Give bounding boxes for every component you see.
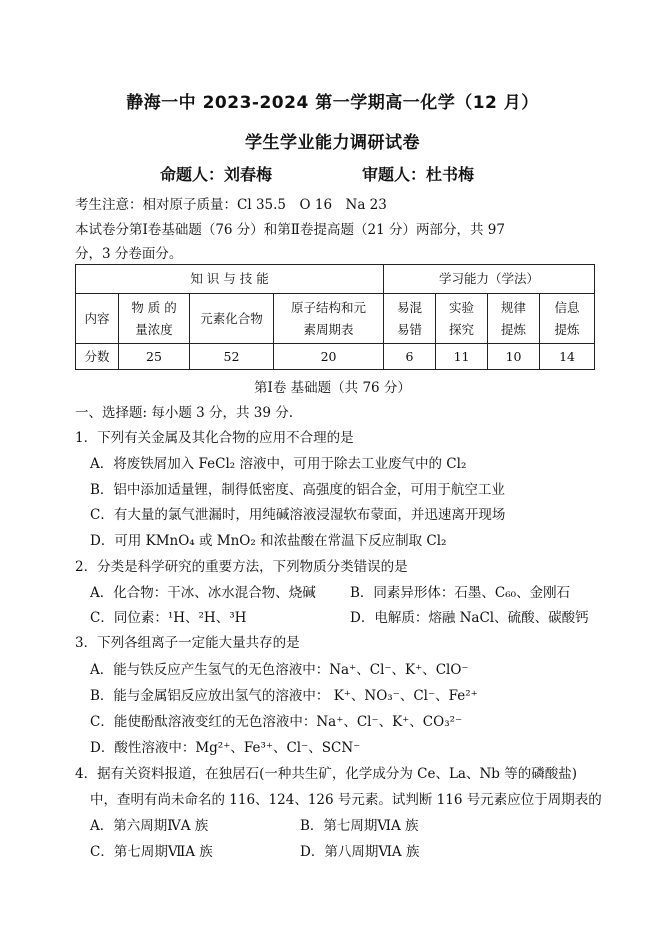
q1-stem: 1．下列有关金属及其化合物的应用不合理的是 — [75, 430, 354, 446]
score-distribution-table — [75, 264, 595, 370]
group-ability: 学习能力（学法） — [384, 265, 595, 294]
structure-note-line1: 本试卷分第Ⅰ卷基础题（76 分）和第Ⅱ卷提高题（21 分）两部分，共 97 — [75, 222, 505, 238]
reviewer-label: 审题人：杜书梅 — [362, 165, 475, 184]
col-cell: 易混 易错 — [384, 294, 436, 344]
q4-option-b: B．第七周期ⅥA 族 — [300, 818, 419, 834]
atomic-mass-note: 考生注意：相对原子质量：Cl 35.5 O 16 Na 23 — [75, 197, 387, 213]
table-score-row — [76, 344, 595, 370]
author-label: 命题人：刘春梅 — [160, 165, 273, 184]
q4-stem-line2: 中，查明有尚未命名的 116、124、126 号元素。试判断 116 号元素应位于周期表的 — [90, 792, 602, 808]
exam-title: 静海一中 2023-2024 第一学期高一化学（12 月） — [126, 93, 539, 113]
col-cell: 规律 提炼 — [488, 294, 540, 344]
score-cell: 52 — [190, 344, 274, 370]
q1-option-c: C．有大量的氯气泄漏时，用纯碱溶液浸湿软布蒙面，并迅速离开现场 — [90, 507, 506, 523]
group-knowledge: 知 识 与 技 能 — [76, 265, 384, 294]
q4-option-a: A．第六周期ⅣA 族 — [90, 818, 209, 834]
score-cell: 25 — [119, 344, 190, 370]
score-cell: 14 — [540, 344, 595, 370]
exam-subtitle: 学生学业能力调研试卷 — [245, 133, 420, 153]
q4-option-d: D．第八周期ⅥA 族 — [300, 844, 420, 860]
q3-stem: 3．下列各组离子一定能大量共存的是 — [75, 635, 300, 651]
score-cell: 20 — [274, 344, 384, 370]
q4-stem-line1: 4．据有关资料报道，在独居石(一种共生矿，化学成分为 Ce、La、Nb 等的磷酸盐) — [75, 766, 577, 782]
q2-option-a: A．化合物：干冰、冰水混合物、烧碱 — [90, 585, 316, 601]
score-cell: 11 — [436, 344, 488, 370]
structure-note-line2: 分，3 分卷面分。 — [75, 246, 183, 262]
table-group-row — [76, 265, 595, 294]
q3-option-d: D．酸性溶液中：Mg²⁺、Fe³⁺、Cl⁻、SCN⁻ — [90, 740, 361, 756]
q3-option-b: B．能与金属铝反应放出氢气的溶液中： K⁺、NO₃⁻、Cl⁻、Fe²⁺ — [90, 688, 478, 704]
q4-option-c: C．第七周期ⅦA 族 — [90, 844, 213, 860]
score-cell: 10 — [488, 344, 540, 370]
q2-option-b: B．同素异形体：石墨、C₆₀、金刚石 — [350, 585, 571, 601]
q1-option-a: A．将废铁屑加入 FeCl₂ 溶液中，可用于除去工业废气中的 Cl₂ — [90, 456, 467, 472]
col-cell: 信息 提炼 — [540, 294, 595, 344]
section-title: 第Ⅰ卷 基础题（共 76 分） — [254, 380, 411, 396]
score-cell: 6 — [384, 344, 436, 370]
q3-option-c: C．能使酚酞溶液变红的无色溶液中：Na⁺、Cl⁻、K⁺、CO₃²⁻ — [90, 714, 463, 730]
table-content-row — [76, 294, 595, 344]
q3-option-a: A．能与铁反应产生氢气的无色溶液中：Na⁺、Cl⁻、K⁺、ClO⁻ — [90, 662, 469, 678]
row-label-score: 分数 — [76, 344, 119, 370]
q1-option-b: B．铝中添加适量锂，制得低密度、高强度的铝合金，可用于航空工业 — [90, 482, 505, 498]
q2-option-c: C．同位素：¹H、²H、³H — [90, 610, 247, 626]
q2-option-d: D．电解质：熔融 NaCl、硫酸、碳酸钙 — [350, 610, 589, 626]
section-heading: 一、选择题: 每小题 3 分，共 39 分. — [75, 405, 294, 421]
col-cell: 物 质 的 量浓度 — [119, 294, 190, 344]
col-cell: 原子结构和元 素周期表 — [274, 294, 384, 344]
q1-option-d: D．可用 KMnO₄ 或 MnO₂ 和浓盐酸在常温下反应制取 Cl₂ — [90, 533, 447, 549]
col-cell: 元素化合物 — [190, 294, 274, 344]
col-cell: 实验 探究 — [436, 294, 488, 344]
row-label-content: 内容 — [76, 294, 119, 344]
q2-stem: 2．分类是科学研究的重要方法，下列物质分类错误的是 — [75, 559, 408, 575]
